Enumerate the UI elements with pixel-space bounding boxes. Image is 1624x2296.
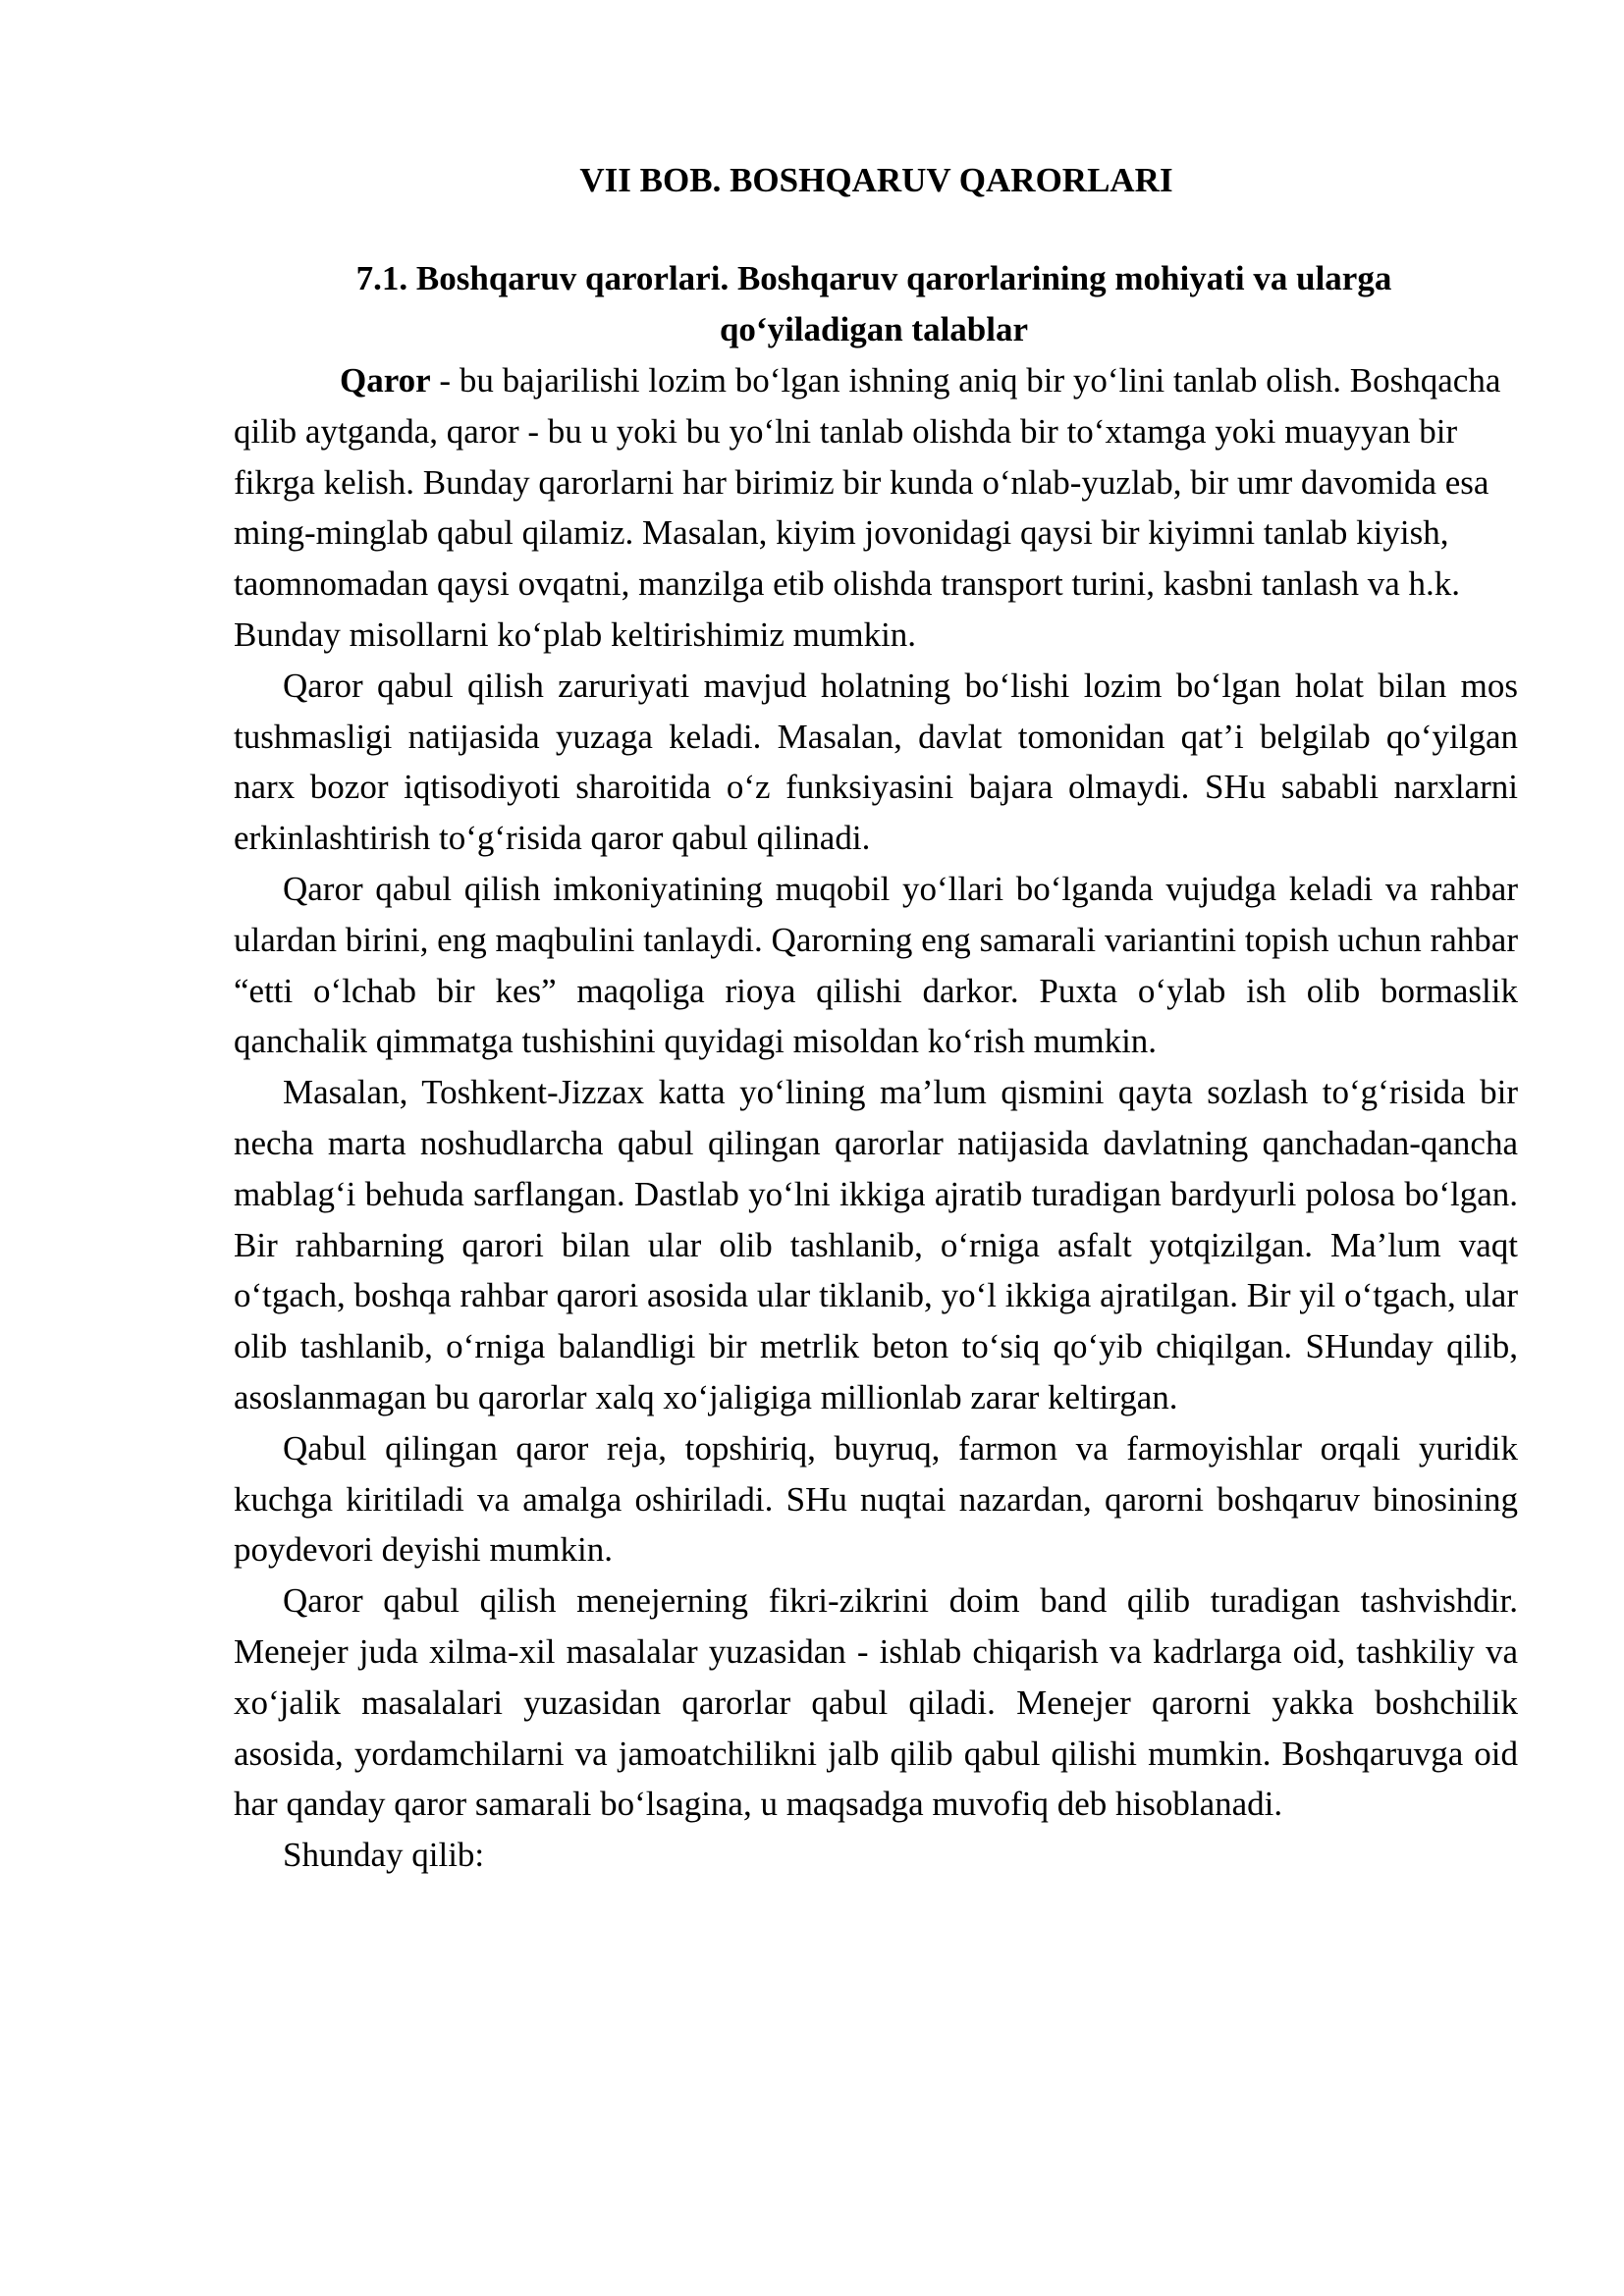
paragraph: Qaror qabul qilish zaruriyati mavjud holatning bo‘lishi lozim bo‘lgan holat bilan mos tushmasligi natijasida yuzaga keladi. Masalan, davlat tomonidan qat’i belgilab qo‘yilgan narx bozor iqtisodiyoti sharoitida o‘z funksiyasini bajara olmaydi. SHu sababli narxlarni erkinlashtirish to‘g‘risida qaror qabul qilinadi. [234, 666, 1518, 858]
body-text [234, 355, 1518, 1881]
paragraph-intro-text: - bu bajarilishi lozim bo‘lgan ishning aniq bir yo‘lini tanlab olish. Boshqacha qilib aytganda, qaror - bu u yoki bu yo‘lni tanlab olishda bir to‘xtamga yoki muayyan bir fikrga kelish. Bunday qarorlarni har birimiz bir kunda o‘nlab-yuzlab, bir umr davomida esa ming-minglab qabul qilamiz. Masalan, kiyim jovonidagi qaysi bir kiyimni tanlab kiyish, taomnomadan qaysi ovqatni, manzilga etib olishda transport turini, kasbni tanlash va h.k. Bunday misollarni ko‘plab keltirishimiz mumkin. [234, 361, 1501, 654]
chapter-title: VII BOB. BOSHQARUV QARORLARI [579, 161, 1173, 199]
paragraph-closing: Shunday qilib: [283, 1836, 485, 1875]
paragraph: Qabul qilingan qaror reja, topshiriq, buyruq, farmon va farmoyishlar orqali yuridik kuchga kiritiladi va amalga oshiriladi. SHu nuqtai nazardan, qarorni boshqaruv binosining poydevori deyishi mumkin. [234, 1428, 1518, 1570]
paragraph: Qaror qabul qilish menejerning fikri-zikrini doim band qilib turadigan tashvishdir. Menejer juda xilma-xil masalalar yuzasidan - ishlab chiqarish va kadrlarga oid, tashkiliy va xo‘jalik masalalari yuzasidan qarorlar qabul qiladi. Menejer qarorni yakka boshchilik asosida, yordamchilarni va jamoatchilikni jalb qilib qabul qilishi mumkin. Boshqaruvga oid har qanday qaror samarali bo‘lsagina, u maqsadga muvofiq deb hisoblanadi. [234, 1581, 1518, 1824]
paragraph: Masalan, Toshkent-Jizzax katta yo‘lining ma’lum qismini qayta sozlash to‘g‘risida bir necha marta noshudlarcha qabul qilingan qarorlar natijasida davlatning qanchadan-qancha mablag‘i behuda sarflangan. Dastlab yo‘lni ikkiga ajratib turadigan bardyurli polosa bo‘lgan. Bir rahbarning qarori bilan ular olib tashlanib, o‘rniga asfalt yotqizilgan. Ma’lum vaqt o‘tgach, boshqa rahbar qarori asosida ular tiklanib, yo‘l ikkiga ajratilgan. Bir yil o‘tgach, ular olib tashlanib, o‘rniga balandligi bir metrlik beton to‘siq qo‘yib chiqilgan. SHunday qilib, asoslanmagan bu qarorlar xalq xo‘jaligiga millionlab zarar keltirgan. [234, 1073, 1518, 1416]
defined-term: Qaror [340, 361, 431, 400]
paragraph-intro [234, 355, 1518, 661]
paragraph: Qaror qabul qilish imkoniyatining muqobil yo‘llari bo‘lganda vujudga keladi va rahbar ulardan birini, eng maqbulini tanlaydi. Qarorning eng samarali variantini topish uchun rahbar “etti o‘lchab bir kes” maqoliga rioya qilishi darkor. Puxta o‘ylab ish olib bormaslik qanchalik qimmatga tushishini quyidagi misoldan ko‘rish mumkin. [234, 869, 1518, 1061]
section-title: 7.1. Boshqaruv qarorlari. Boshqaruv qarorlarining mohiyati va ularga qo‘yiladigan talablar [355, 259, 1392, 348]
